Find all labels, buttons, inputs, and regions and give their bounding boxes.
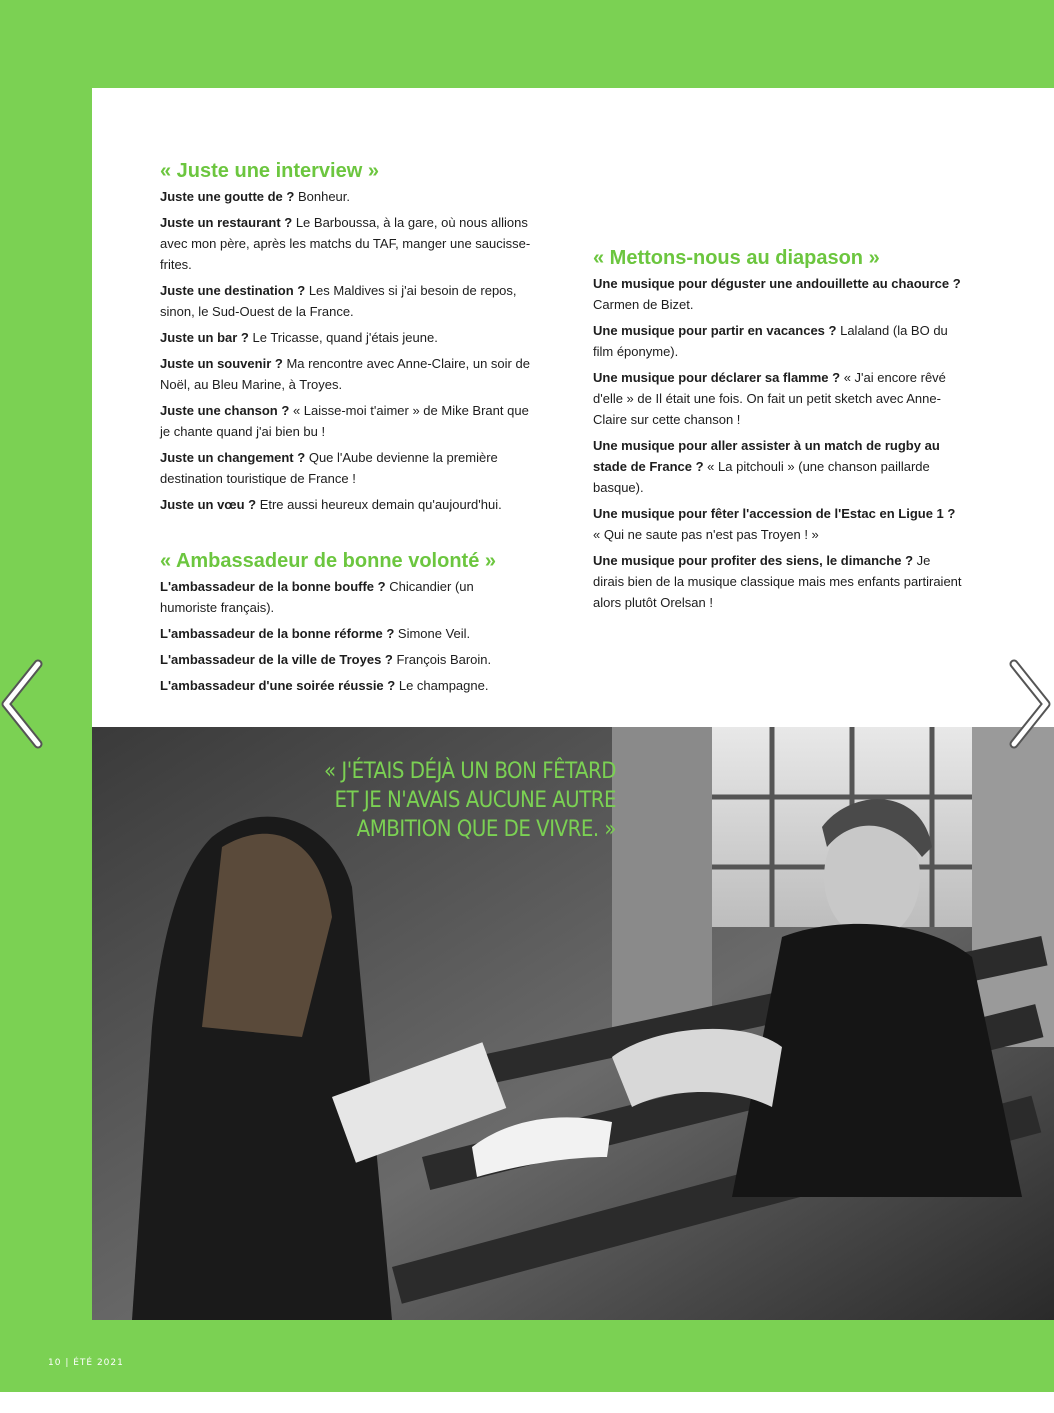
interview-answer: Les Maldives si j'ai besoin de repos, sinon, le Sud-Ouest de la France. <box>160 283 517 319</box>
ambassadeur-heading: « Ambassadeur de bonne volonté » <box>160 550 497 572</box>
diapason-item <box>593 503 965 545</box>
interview-item <box>160 186 532 207</box>
interview-item <box>160 494 532 515</box>
interview-item <box>160 327 532 348</box>
ambassadeur-question: L'ambassadeur d'une soirée réussie ? <box>160 678 396 693</box>
left-column <box>160 158 532 701</box>
ambassadeur-item <box>160 576 532 618</box>
ambassadeur-item <box>160 675 532 696</box>
chevron-right-icon <box>1006 658 1054 750</box>
chevron-left-icon <box>0 658 48 750</box>
right-column <box>593 245 965 618</box>
ambassadeur-item <box>160 649 532 670</box>
diapason-item <box>593 550 965 613</box>
portrait-photo <box>92 727 1054 1320</box>
previous-page-button[interactable] <box>0 658 48 750</box>
diapason-answer: « J'ai encore rêvé d'elle » de Il était une fois. On fait un petit sketch avec Anne-Claire sur cette chanson ! <box>593 370 946 427</box>
interview-answer: Le Tricasse, quand j'étais jeune. <box>252 330 438 345</box>
interview-answer: Etre aussi heureux demain qu'aujourd'hui. <box>259 497 502 512</box>
diapason-answer: Je dirais bien de la musique classique mais mes enfants partiraient alors plutôt Orelsan ! <box>593 553 962 610</box>
ambassadeur-question: L'ambassadeur de la bonne réforme ? <box>160 626 395 641</box>
ambassadeur-question: L'ambassadeur de la bonne bouffe ? <box>160 579 386 594</box>
diapason-item <box>593 367 965 430</box>
interview-answer: Ma rencontre avec Anne-Claire, un soir de Noël, au Bleu Marine, à Troyes. <box>160 356 530 392</box>
diapason-question: Une musique pour déguster une andouillette au chaource ? <box>593 276 961 291</box>
diapason-question: Une musique pour aller assister à un match de rugby au stade de France ? <box>593 438 940 474</box>
diapason-list <box>593 273 965 613</box>
ambassadeur-list <box>160 576 532 696</box>
interview-answer: Le Barboussa, à la gare, où nous allions avec mon père, après les matchs du TAF, manger une saucisse-frites. <box>160 215 531 272</box>
interview-answer: Bonheur. <box>297 189 351 204</box>
pull-quote-line: AMBITION QUE DE VIVRE. » <box>356 817 616 842</box>
interview-question: Juste un changement ? <box>160 450 306 465</box>
interview-question: Juste un souvenir ? <box>160 356 283 371</box>
interview-item <box>160 447 532 489</box>
interview-question: Juste un restaurant ? <box>160 215 293 230</box>
ambassadeur-answer: Chicandier (un humoriste français). <box>160 579 474 615</box>
ambassadeur-question: L'ambassadeur de la ville de Troyes ? <box>160 652 393 667</box>
interview-item <box>160 212 532 275</box>
ambassadeur-answer: Le champagne. <box>398 678 489 693</box>
ambassadeur-item <box>160 623 532 644</box>
pull-quote-line: ET JE N'AVAIS AUCUNE AUTRE <box>334 788 616 813</box>
interview-question: Juste une chanson ? <box>160 403 290 418</box>
next-page-button[interactable] <box>1006 658 1054 750</box>
interview-question: Juste un bar ? <box>160 330 249 345</box>
ambassadeur-answer: François Baroin. <box>396 652 492 667</box>
interview-item <box>160 353 532 395</box>
interview-question: Juste une goutte de ? <box>160 189 295 204</box>
interview-answer: « Laisse-moi t'aimer » de Mike Brant que je chante quand j'ai bien bu ! <box>160 403 529 439</box>
ambassadeur-answer: Simone Veil. <box>397 626 471 641</box>
diapason-item <box>593 320 965 362</box>
interview-heading: « Juste une interview » <box>160 160 379 182</box>
interview-answer: Que l'Aube devienne la première destination touristique de France ! <box>160 450 498 486</box>
diapason-answer: « Qui ne saute pas n'est pas Troyen ! » <box>593 527 819 542</box>
diapason-answer: Carmen de Bizet. <box>593 297 694 312</box>
bottom-band <box>0 1392 1054 1413</box>
interview-question: Juste un vœu ? <box>160 497 257 512</box>
diapason-question: Une musique pour partir en vacances ? <box>593 323 837 338</box>
diapason-question: Une musique pour profiter des siens, le dimanche ? <box>593 553 914 568</box>
diapason-question: Une musique pour déclarer sa flamme ? <box>593 370 841 385</box>
page-footer: 10 | ÉTÉ 2021 <box>48 1358 124 1368</box>
diapason-item <box>593 435 965 498</box>
pull-quote-line: « J'ÉTAIS DÉJÀ UN BON FÊTARD <box>323 759 616 784</box>
diapason-question: Une musique pour fêter l'accession de l'Estac en Ligue 1 ? <box>593 506 956 521</box>
interview-item <box>160 280 532 322</box>
diapason-item <box>593 273 965 315</box>
diapason-answer: Lalaland (la BO du film éponyme). <box>593 323 948 359</box>
interview-item <box>160 400 532 442</box>
interview-list <box>160 186 532 515</box>
diapason-heading: « Mettons-nous au diapason » <box>593 247 880 269</box>
interview-question: Juste une destination ? <box>160 283 306 298</box>
pull-quote <box>296 757 616 844</box>
diapason-answer: « La pitchouli » (une chanson paillarde basque). <box>593 459 930 495</box>
